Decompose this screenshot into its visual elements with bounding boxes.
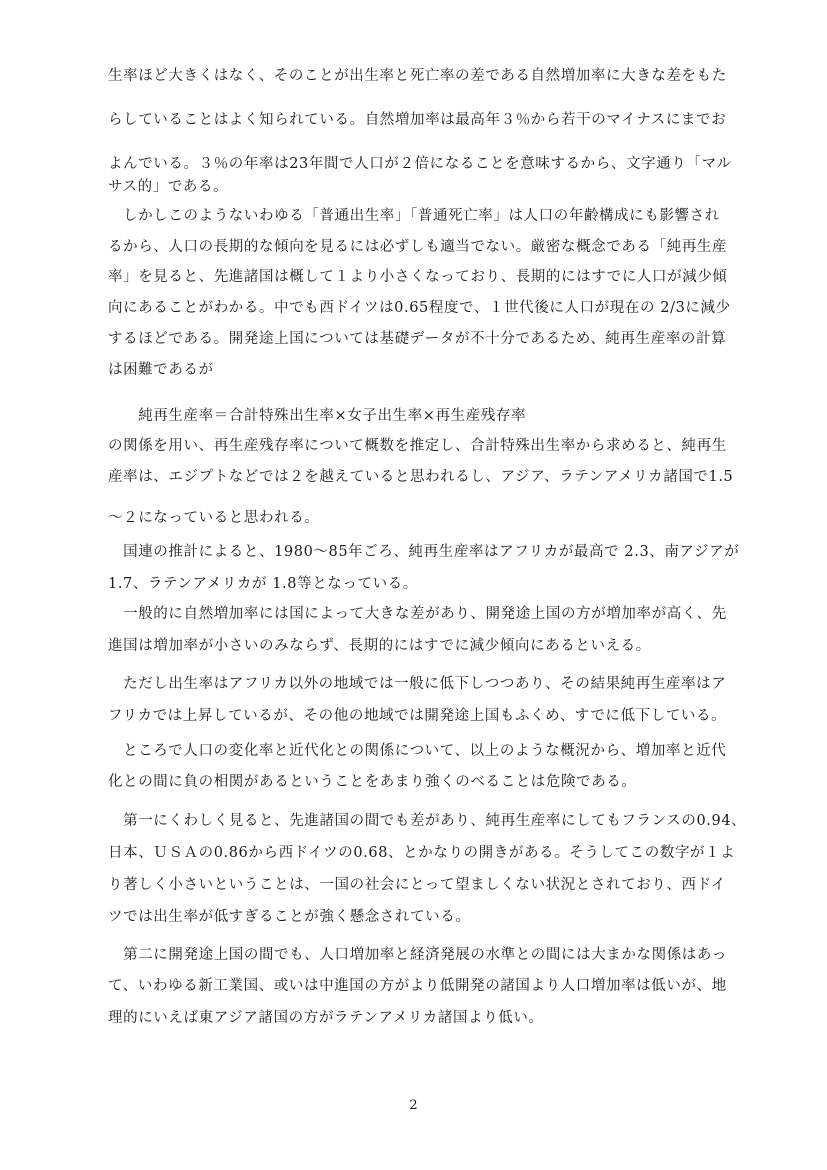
body-text-line: て、いわゆる新工業国、或いは中進国の方がより低開発の諸国より人口増加率は低いが、地 (108, 978, 727, 994)
body-text-line: しかしこのようないわゆる「普通出生率」「普通死亡率」は人口の年齢構成にも影響され (108, 208, 720, 224)
body-text-line: ～２になっていると思われる。 (108, 510, 320, 526)
body-text-line: 第二に開発途上国の間でも、人口増加率と経済発展の水準との間には大まかな関係はあっ (108, 947, 727, 963)
body-text-line: 一般的に自然増加率には国によって大きな差があり、開発途上国の方が増加率が高く、先 (108, 606, 727, 622)
body-text-line: サス的」である。 (108, 179, 229, 195)
body-text-line: するほどである。開発途上国については基礎データが不十分であるため、純再生産率の計算 (108, 331, 727, 347)
body-text-line: 第一にくわしく見ると、先進諸国の間でも差があり、純再生産率にしてもフランスの0.94、 (108, 813, 747, 829)
body-text-line: 化との間に負の相関があるということをあまり強くのべることは危険である。 (108, 774, 637, 790)
body-text-line: は困難であるが (108, 362, 214, 378)
body-text-line: らしていることはよく知られている。自然増加率は最高年３％から若干のマイナスにまでお (108, 112, 727, 128)
body-text-line: の関係を用い、再生産残存率について概数を推定し、合計特殊出生率から求めると、純再生 (108, 438, 727, 454)
body-text-line: ただし出生率はアフリカ以外の地域では一般に低下しつつあり、その結果純再生産率はア (108, 676, 727, 692)
body-text-line: 国連の推計によると、1980～85年ごろ、純再生産率はアフリカが最高で 2.3、南アジアが (108, 544, 740, 560)
body-text-line: 産率は、エジプトなどでは２を越えていると思われるし、アジア、ラテンアメリカ諸国で1.5 (108, 469, 734, 485)
body-text-line: よんでいる。３％の年率は23年間で人口が２倍になることを意味するから、文字通り「マル (108, 156, 732, 172)
body-text-line: 日本、ＵＳＡの0.86から西ドイツの0.68、とかなりの開きがある。そうしてこの数字が１よ (108, 845, 736, 861)
body-text-line: ところで人口の変化率と近代化との関係について、以上のような概況から、増加率と近代 (108, 743, 727, 759)
body-text-line: 理的にいえば東アジア諸国の方がラテンアメリカ諸国より低い。 (108, 1010, 544, 1026)
page-number: 2 (409, 1098, 418, 1113)
body-text-line: ツでは出生率が低すぎることが強く懸念されている。 (108, 909, 471, 925)
body-text-line: 率」を見ると、先進諸国は概して１より小さくなっており、長期的にはすでに人口が減少傾 (108, 269, 728, 285)
body-text-line: フリカでは上昇しているが、その他の地域では開発途上国もふくめ、すでに低下している。 (108, 708, 727, 724)
formula-line: 純再生産率＝合計特殊出生率×女子出生率×再生産残存率 (108, 408, 527, 424)
body-text-line: 向にあることがわかる。中でも西ドイツは0.65程度で、１世代後に人口が現在の 2/3に減少 (108, 300, 731, 316)
body-text-line: 1.7、ラテンアメリカが 1.8等となっている。 (108, 576, 418, 592)
body-text-line: るから、人口の長期的な傾向を見るには必ずしも適当でない。厳密な概念である「純再生産 (108, 239, 728, 255)
body-text-line: り著しく小さいということは、一国の社会にとって望ましくない状況とされており、西ドイ (108, 877, 727, 893)
body-text-line: 生率ほど大きくはなく、そのことが出生率と死亡率の差である自然増加率に大きな差をもた (108, 68, 727, 84)
body-text-line: 進国は増加率が小さいのみならず、長期的にはすでに減少傾向にあるといえる。 (108, 638, 651, 654)
